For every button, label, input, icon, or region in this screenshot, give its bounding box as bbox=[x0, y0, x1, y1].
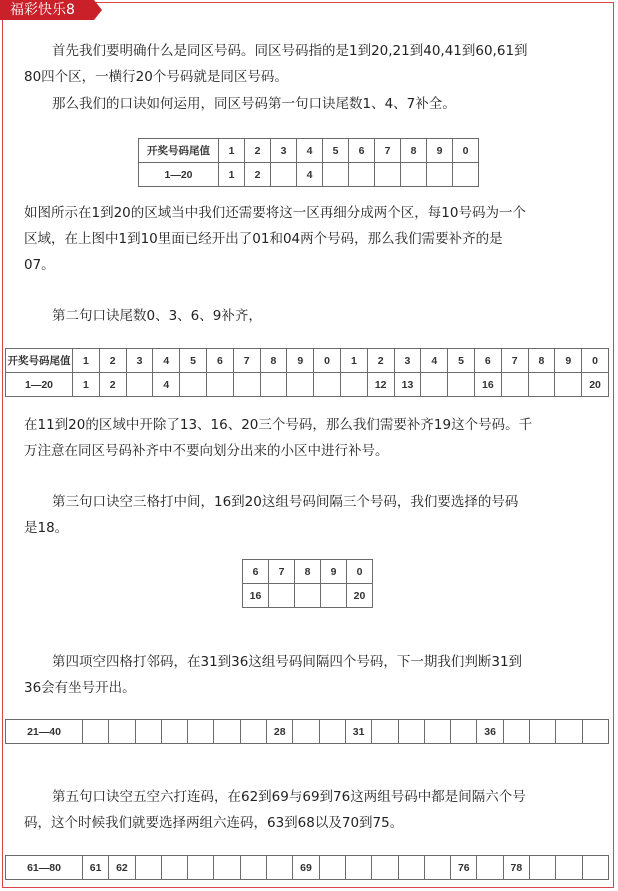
table-2-header-cell: 4 bbox=[421, 349, 448, 373]
table-1-header-cell: 开奖号码尾值 bbox=[139, 139, 219, 163]
table-1-data-cell bbox=[271, 163, 297, 187]
table-1-data-cell bbox=[453, 163, 479, 187]
table-4-data-cell bbox=[398, 720, 424, 744]
table-2-data-cell bbox=[528, 373, 555, 397]
table-2-data-cell bbox=[340, 373, 367, 397]
table-4-data-cell bbox=[161, 720, 187, 744]
paragraph-5-line-2: 万注意在同区号码补齐中不要向划分出来的小区中进行补号。 bbox=[24, 443, 389, 459]
table-1-header-cell: 9 bbox=[427, 139, 453, 163]
table-5-data-cell: 76 bbox=[451, 856, 477, 880]
table-1-data-cell: 1 bbox=[219, 163, 245, 187]
table-5-data-cell bbox=[135, 856, 161, 880]
table-5-data-cell bbox=[477, 856, 503, 880]
table-3-header-cell: 7 bbox=[269, 560, 295, 584]
table-1-data-cell: 2 bbox=[245, 163, 271, 187]
table-1-header-cell: 0 bbox=[453, 139, 479, 163]
table-2-data-cell bbox=[233, 373, 260, 397]
table-2-header-cell: 2 bbox=[367, 349, 394, 373]
table-1-header-cell: 3 bbox=[271, 139, 297, 163]
table-4-data-row bbox=[6, 720, 609, 744]
paragraph-6-line-2: 是18。 bbox=[24, 520, 69, 536]
table-4-data-cell bbox=[83, 720, 109, 744]
table-2-data-cell bbox=[448, 373, 475, 397]
table-2-header-cell: 8 bbox=[528, 349, 555, 373]
table-2-header-cell: 9 bbox=[287, 349, 314, 373]
table-2-header-cell: 3 bbox=[394, 349, 421, 373]
paragraph-8-line-2: 码，这个时候我们就要选择两组六连码，63到68以及70到75。 bbox=[24, 815, 404, 831]
paragraph-8-line-1: 第五句口诀空五空六打连码，在62到69与69到76这两组号码中都是间隔六个号 bbox=[52, 789, 526, 805]
table-2-header-cell: 3 bbox=[126, 349, 153, 373]
table-1-data-cell: 4 bbox=[297, 163, 323, 187]
table-5-data-cell: 69 bbox=[293, 856, 319, 880]
table-3 bbox=[242, 559, 373, 608]
table-2-header-cell: 1 bbox=[73, 349, 100, 373]
table-4-data-cell bbox=[214, 720, 240, 744]
table-5-data-row bbox=[6, 856, 609, 880]
table-4-data-cell bbox=[582, 720, 608, 744]
table-1-data-cell bbox=[427, 163, 453, 187]
table-2-data-cell bbox=[501, 373, 528, 397]
table-2-header-cell: 0 bbox=[314, 349, 341, 373]
paragraph-1-line-2: 80四个区，一横行20个号码就是同区号码。 bbox=[24, 69, 288, 85]
table-5-data-cell bbox=[214, 856, 240, 880]
table-2-data-cell bbox=[421, 373, 448, 397]
table-5-data-cell bbox=[267, 856, 293, 880]
table-2-header-cell: 7 bbox=[501, 349, 528, 373]
table-5-data-cell bbox=[319, 856, 345, 880]
table-4-data-cell bbox=[135, 720, 161, 744]
table-2-data-cell: 13 bbox=[394, 373, 421, 397]
table-2-header-cell: 7 bbox=[233, 349, 260, 373]
table-2-data-cell bbox=[314, 373, 341, 397]
table-5-data-cell bbox=[345, 856, 371, 880]
table-3-data-cell bbox=[321, 584, 347, 608]
table-2-data-cell bbox=[126, 373, 153, 397]
table-3-header-cell: 9 bbox=[321, 560, 347, 584]
table-1-data-cell bbox=[349, 163, 375, 187]
table-2-data-cell: 16 bbox=[474, 373, 501, 397]
table-1-header-cell: 2 bbox=[245, 139, 271, 163]
table-1-header-row bbox=[139, 139, 479, 163]
table-5-data-cell bbox=[161, 856, 187, 880]
table-5-data-cell bbox=[556, 856, 582, 880]
paragraph-7-line-1: 第四项空四格打邻码，在31到36这组号码间隔四个号码，下一期我们判断31到 bbox=[52, 654, 523, 670]
table-4-data-cell bbox=[556, 720, 582, 744]
table-2-header-cell: 6 bbox=[474, 349, 501, 373]
table-3-data-cell bbox=[269, 584, 295, 608]
table-2-data-cell: 2 bbox=[99, 373, 126, 397]
table-4 bbox=[5, 719, 609, 744]
table-3-data-cell: 20 bbox=[347, 584, 373, 608]
table-5-data-cell bbox=[240, 856, 266, 880]
table-2-data-row bbox=[6, 373, 609, 397]
table-3-data-cell: 16 bbox=[243, 584, 269, 608]
table-4-data-cell bbox=[188, 720, 214, 744]
paragraph-1-line-1: 首先我们要明确什么是同区号码。同区号码指的是1到20,21到40,41到60,61到 bbox=[52, 43, 528, 59]
table-5-data-cell bbox=[582, 856, 608, 880]
table-5-data-cell bbox=[424, 856, 450, 880]
table-4-data-cell bbox=[503, 720, 529, 744]
table-2-header-cell: 6 bbox=[206, 349, 233, 373]
table-5-data-cell: 61—80 bbox=[6, 856, 83, 880]
table-4-data-cell bbox=[451, 720, 477, 744]
table-3-header-cell: 6 bbox=[243, 560, 269, 584]
table-3-header-cell: 0 bbox=[347, 560, 373, 584]
table-1-data-cell bbox=[323, 163, 349, 187]
paragraph-3-line-1: 如图所示在1到20的区域当中我们还需要将这一区再细分成两个区，每10号码为一个 bbox=[24, 205, 526, 221]
table-1-data-row bbox=[139, 163, 479, 187]
table-2-header-cell: 5 bbox=[180, 349, 207, 373]
table-1-header-cell: 5 bbox=[323, 139, 349, 163]
table-5-data-cell bbox=[372, 856, 398, 880]
table-4-data-cell bbox=[372, 720, 398, 744]
table-4-data-cell bbox=[109, 720, 135, 744]
table-4-data-cell: 31 bbox=[345, 720, 371, 744]
table-5-data-cell: 61 bbox=[83, 856, 109, 880]
table-2-data-cell: 1 bbox=[73, 373, 100, 397]
paragraph-3-line-3: 07。 bbox=[24, 257, 55, 273]
table-4-data-cell: 21—40 bbox=[6, 720, 83, 744]
table-2 bbox=[5, 348, 609, 397]
table-1-header-cell: 8 bbox=[401, 139, 427, 163]
table-2-header-cell: 开奖号码尾值 bbox=[6, 349, 73, 373]
table-5 bbox=[5, 855, 609, 880]
table-4-data-cell bbox=[530, 720, 556, 744]
table-4-data-cell bbox=[424, 720, 450, 744]
table-1-data-cell bbox=[401, 163, 427, 187]
paragraph-4: 第二句口诀尾数0、3、6、9补齐， bbox=[52, 308, 262, 324]
table-1-data-cell bbox=[375, 163, 401, 187]
paragraph-5-line-1: 在11到20的区域中开除了13、16、20三个号码，那么我们需要补齐19这个号码。千 bbox=[24, 417, 533, 433]
table-4-data-cell bbox=[240, 720, 266, 744]
table-4-data-cell: 28 bbox=[267, 720, 293, 744]
table-2-header-cell: 8 bbox=[260, 349, 287, 373]
table-2-header-cell: 5 bbox=[448, 349, 475, 373]
tag-label: 福彩快乐8 bbox=[10, 2, 75, 18]
table-1-data-cell: 1—20 bbox=[139, 163, 219, 187]
table-2-data-cell bbox=[287, 373, 314, 397]
table-5-data-cell bbox=[530, 856, 556, 880]
table-2-header-cell: 1 bbox=[340, 349, 367, 373]
table-2-header-cell: 9 bbox=[555, 349, 582, 373]
table-2-data-cell: 4 bbox=[153, 373, 180, 397]
section-tag bbox=[0, 0, 100, 20]
table-1 bbox=[138, 138, 479, 187]
table-2-data-cell: 1—20 bbox=[6, 373, 73, 397]
table-3-data-cell bbox=[295, 584, 321, 608]
paragraph-6-line-1: 第三句口诀空三格打中间，16到20这组号码间隔三个号码，我们要选择的号码 bbox=[52, 494, 519, 510]
table-1-header-cell: 6 bbox=[349, 139, 375, 163]
table-5-data-cell bbox=[188, 856, 214, 880]
table-2-data-cell: 20 bbox=[582, 373, 609, 397]
table-1-header-cell: 7 bbox=[375, 139, 401, 163]
table-2-header-cell: 2 bbox=[99, 349, 126, 373]
table-2-data-cell bbox=[260, 373, 287, 397]
paragraph-2: 那么我们的口诀如何运用，同区号码第一句口诀尾数1、4、7补全。 bbox=[52, 96, 456, 112]
table-5-data-cell: 62 bbox=[109, 856, 135, 880]
table-2-data-cell bbox=[180, 373, 207, 397]
table-4-data-cell bbox=[293, 720, 319, 744]
table-4-data-cell: 36 bbox=[477, 720, 503, 744]
paragraph-7-line-2: 36会有坐号开出。 bbox=[24, 680, 136, 696]
table-2-header-row bbox=[6, 349, 609, 373]
table-2-data-cell bbox=[555, 373, 582, 397]
table-3-header-row bbox=[243, 560, 373, 584]
table-2-data-cell bbox=[206, 373, 233, 397]
table-1-header-cell: 4 bbox=[297, 139, 323, 163]
table-2-header-cell: 4 bbox=[153, 349, 180, 373]
table-4-data-cell bbox=[319, 720, 345, 744]
table-1-header-cell: 1 bbox=[219, 139, 245, 163]
paragraph-3-line-2: 区域，在上图中1到10里面已经开出了01和04两个号码，那么我们需要补齐的是 bbox=[24, 231, 503, 247]
table-5-data-cell bbox=[398, 856, 424, 880]
table-3-data-row bbox=[243, 584, 373, 608]
tag-arrow bbox=[94, 0, 102, 20]
table-5-data-cell: 78 bbox=[503, 856, 529, 880]
table-3-header-cell: 8 bbox=[295, 560, 321, 584]
table-2-header-cell: 0 bbox=[582, 349, 609, 373]
table-2-data-cell: 12 bbox=[367, 373, 394, 397]
